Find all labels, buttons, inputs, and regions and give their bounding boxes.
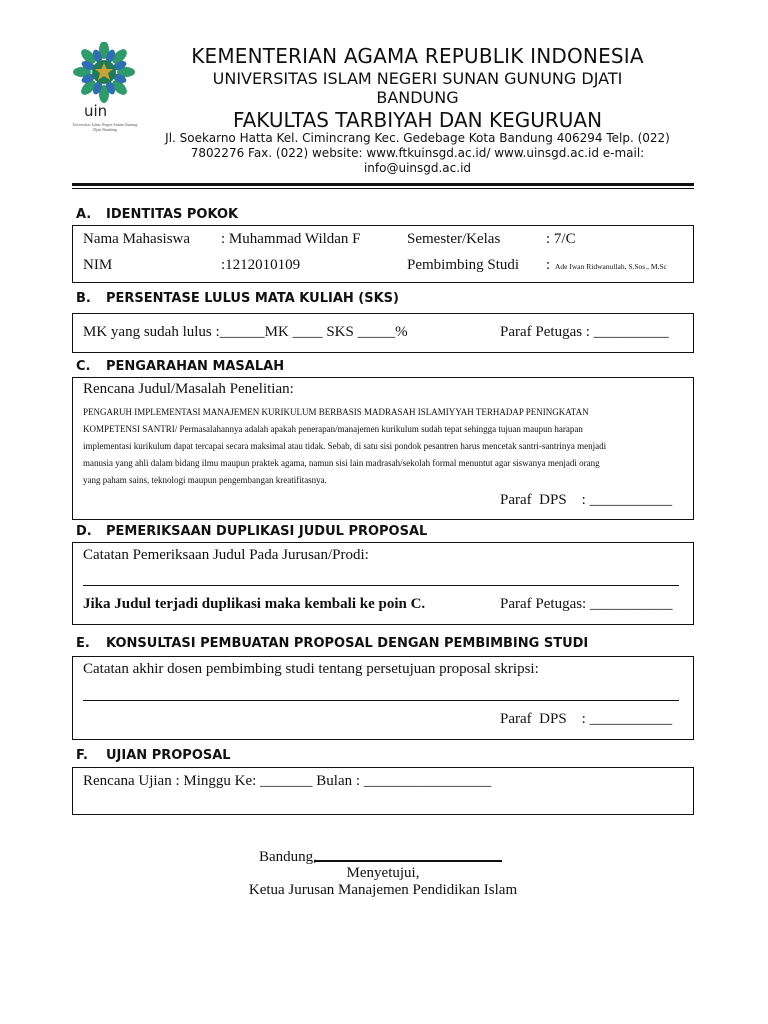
judul-line-1: PENGARUH IMPLEMENTASI MANAJEMEN KURIKULUM BERBASIS MADRASAH ISLAMIYYAH TERHADAP PENINGKATAN (83, 407, 589, 417)
semester-label: Semester/Kelas (407, 231, 501, 247)
judul-line-2: KOMPETENSI SANTRI/ Permasalahannya adalah apakah penerapan/manajemen kurikulum sudah tepat sehingga tujuan maupun harapan (83, 424, 583, 434)
section-e-title: KONSULTASI PEMBUATAN PROPOSAL DENGAN PEMBIMBING STUDI (106, 636, 589, 651)
nim-value: :1212010109 (221, 257, 301, 273)
catatan-line (83, 585, 679, 586)
ketua-jurusan-label: Ketua Jurusan Manajemen Pendidikan Islam (248, 882, 518, 898)
duplikasi-note: Jika Judul terjadi duplikasi maka kembali ke poin C. (83, 596, 426, 612)
konsultasi-box (72, 656, 694, 740)
logo-text: uin (84, 102, 108, 120)
section-c-heading (76, 359, 284, 374)
catatan-akhir-label: Catatan akhir dosen pembimbing studi tentang persetujuan proposal skripsi: (83, 661, 539, 677)
nama-label: Nama Mahasiswa (83, 231, 191, 247)
ministry-title: KEMENTERIAN AGAMA REPUBLIK INDONESIA (191, 44, 644, 68)
section-f-title: UJIAN PROPOSAL (106, 748, 231, 763)
section-b-title: PERSENTASE LULUS MATA KULIAH (SKS) (106, 291, 399, 306)
paraf-dps-c: Paraf DPS : ___________ (500, 492, 673, 508)
section-b-heading (76, 291, 399, 306)
rencana-ujian-field: Rencana Ujian : Minggu Ke: _______ Bulan : _________________ (83, 773, 492, 789)
section-f-heading (76, 748, 231, 763)
university-city: BANDUNG (376, 88, 459, 107)
menyetujui-label: Menyetujui, (346, 865, 420, 881)
catatan-akhir-line (83, 700, 679, 701)
catatan-pemeriksaan-label: Catatan Pemeriksaan Judul Pada Jurusan/Prodi: (83, 547, 369, 563)
date-line (314, 860, 502, 862)
header-rule-thin (72, 188, 694, 189)
section-f-number: F. (76, 748, 88, 763)
pembimbing-label: Pembimbing Studi (407, 257, 520, 273)
section-d-number: D. (76, 524, 92, 539)
identity-box (72, 225, 694, 283)
address-line-2: 7802276 Fax. (022) website: www.ftkuinsgd.ac.id/ www.uinsgd.ac.id e-mail: (190, 146, 645, 160)
pembimbing-value: Ade Iwan Ridwanullah, S.Sos., M.Sc (555, 262, 667, 271)
pembimbing-colon: : (546, 257, 551, 273)
university-name: UNIVERSITAS ISLAM NEGERI SUNAN GUNUNG DJATI (212, 69, 623, 88)
logo-subtext: Universitas Islam Negeri Sunan Gunung Djati Bandung (72, 122, 138, 132)
section-c-title: PENGARAHAN MASALAH (106, 359, 285, 374)
rencana-judul-text (83, 404, 683, 489)
mk-lulus-field: MK yang sudah lulus :______MK ____ SKS _____% (83, 324, 408, 340)
header-rule-thick (72, 183, 694, 186)
sks-box (72, 313, 694, 353)
judul-line-4: manusia yang ahli dalam bidang ilmu maupun praktek agama, namun sisi lain madrasah/sekolah formal menuntut agar siswanya menjadi orang (83, 458, 600, 468)
paraf-dps-e: Paraf DPS : ___________ (500, 711, 673, 727)
paraf-petugas-d: Paraf Petugas: ___________ (500, 596, 673, 612)
section-b-number: B. (76, 291, 91, 306)
section-a-number: A. (76, 207, 92, 222)
judul-line-5: yang paham sains, teknologi maupun pengembangan kreatifitasnya. (83, 475, 327, 485)
ujian-box (72, 767, 694, 815)
duplikasi-box (72, 542, 694, 625)
rencana-judul-label: Rencana Judul/Masalah Penelitian: (83, 381, 294, 397)
address-line-3: info@uinsgd.ac.id (363, 161, 472, 175)
section-a-title: IDENTITAS POKOK (106, 207, 239, 222)
faculty-address (150, 131, 685, 176)
section-d-heading (76, 524, 427, 539)
section-a-heading (76, 207, 238, 222)
section-e-number: E. (76, 636, 90, 651)
paraf-petugas-b: Paraf Petugas : __________ (500, 324, 669, 340)
university-logo (70, 42, 152, 142)
section-c-number: C. (76, 359, 91, 374)
nim-label: NIM (83, 257, 113, 273)
bandung-label: Bandung, (259, 849, 317, 865)
section-d-title: PEMERIKSAAN DUPLIKASI JUDUL PROPOSAL (106, 524, 428, 539)
address-line-1: Jl. Soekarno Hatta Kel. Cimincrang Kec. Gedebage Kota Bandung 406294 Telp. (022) (165, 131, 670, 145)
section-e-heading (76, 636, 588, 651)
nama-value: : Muhammad Wildan F (221, 231, 361, 247)
pengarahan-box (72, 377, 694, 520)
judul-line-3: implementasi kurikulum dapat tercapai secara maksimal atau tidak. Sebab, di satu sisi pondok pesantren harus mencetak santri-santrinya menjadi (83, 441, 607, 451)
university-title (150, 69, 685, 107)
semester-value: : 7/C (546, 231, 576, 247)
faculty-title: FAKULTAS TARBIYAH DAN KEGURUAN (232, 108, 603, 132)
